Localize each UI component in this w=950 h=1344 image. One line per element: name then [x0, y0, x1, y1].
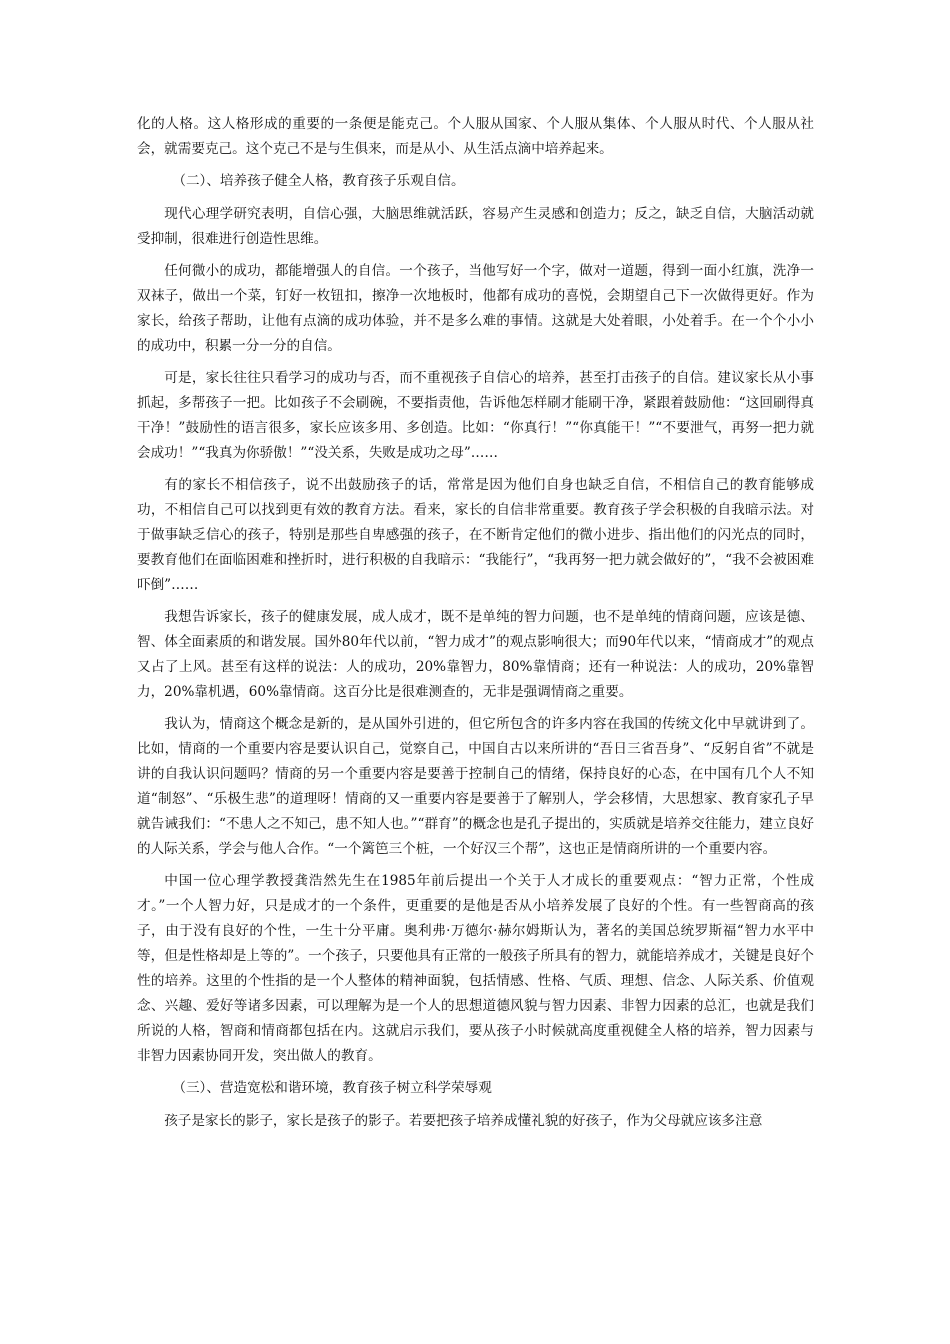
paragraph-continuation: 化的人格。这人格形成的重要的一条便是能克己。个人服从国家、个人服从集体、个人服从时代、个人服从社会，就需要克己。这个克己不是与生俱来，而是从小、从生活点滴中培养起来。: [137, 116, 814, 157]
paragraph-parent-shadow: 孩子是家长的影子，家长是孩子的影子。若要把孩子培养成懂礼貌的好孩子，作为父母就应该多注意: [164, 1113, 763, 1129]
section-heading-3: （三）、营造宽松和谐环境，教育孩子树立科学荣辱观: [172, 1080, 492, 1096]
paragraph-self-suggestion: 有的家长不相信孩子，说不出鼓励孩子的话，常常是因为他们自身也缺乏自信，不相信自己的教育能够成功，不相信自己可以找到更有效的教育方法。看来，家长的自信非常重要。教育孩子学会积极的自我暗示法。对于做事缺乏信心的孩子，特别是那些自卑感强的孩子，在不断肯定他们的微小进步、指出他们的闪光点的同时，要教育他们在面临困难和挫折时，进行积极的自我暗示：“我能行”，“我再努一把力就会做好的”，“我不会被困难吓倒”……: [137, 477, 814, 593]
paragraph-eq-tradition: 我认为，情商这个概念是新的，是从国外引进的，但它所包含的许多内容在我国的传统文化中早就讲到了。比如，情商的一个重要内容是要认识自己，觉察自己，中国自古以来所讲的“吾日三省吾身”、“反躬自省”不就是讲的自我认识问题吗？情商的另一个重要内容是要善于控制自己的情绪，保持良好的心态，在中国有几个人不知道“制怒”、“乐极生悲”的道理呀！情商的又一重要内容是要善于了解别人，学会移情，大思想家、教育家孔子早就告诫我们：“不患人之不知己，患不知人也。”“群育”的概念也是孔子提出的，实质就是培养交往能力，建立良好的人际关系，学会与他人合作。“一个篱笆三个桩，一个好汉三个帮”，这也正是情商所讲的一个重要内容。: [137, 716, 814, 857]
paragraph-psychology-research: 现代心理学研究表明，自信心强，大脑思维就活跃，容易产生灵感和创造力；反之，缺乏自信，大脑活动就受抑制，很难进行创造性思维。: [137, 206, 814, 247]
section-heading-2: （二）、培养孩子健全人格，教育孩子乐观自信。: [172, 173, 465, 189]
document-page: [137, 112, 814, 1141]
paragraph-encouragement: 可是，家长往往只看学习的成功与否，而不重视孩子自信心的培养，甚至打击孩子的自信。建议家长从小事抓起，多帮孩子一把。比如孩子不会刷碗，不要指责他，告诉他怎样刷才能刷干净，紧跟着鼓励他：“这回刷得真干净！”鼓励性的语言很多，家长应该多用、多创造。比如：“你真行！”“你真能干！”“不要泄气，再努一把力就会成功！”“我真为你骄傲！”“没关系，失败是成功之母”……: [137, 370, 814, 461]
paragraph-eq-iq: 我想告诉家长，孩子的健康发展，成人成才，既不是单纯的智力问题，也不是单纯的情商问题，应该是德、智、体全面素质的和谐发展。国外80年代以前，“智力成才”的观点影响很大；而90年代以来，“情商成才”的观点又占了上风。甚至有这样的说法：人的成功，20%靠智力，80%靠情商；还有一种说法：人的成功，20%靠智力，20%靠机遇，60%靠情商。这百分比是很难测查的，无非是强调情商之重要。: [137, 609, 814, 700]
paragraph-small-success: 任何微小的成功，都能增强人的自信。一个孩子，当他写好一个字，做对一道题，得到一面小红旗，洗净一双袜子，做出一个菜，钉好一枚钮扣，擦净一次地板时，他都有成功的喜悦，会期望自己下一次做得更好。作为家长，给孩子帮助，让他有点滴的成功体验，并不是多么难的事情。这就是大处着眼，小处着手。在一个个小小的成功中，积累一分一分的自信。: [137, 263, 814, 354]
paragraph-personality: 中国一位心理学教授龚浩然先生在1985年前后提出一个关于人才成长的重要观点：“智力正常，个性成才。”一个人智力好，只是成才的一个条件，更重要的是他是否从小培养发展了良好的个性。有一些智商高的孩子，由于没有良好的个性，一生十分平庸。奥利弗·万德尔·赫尔姆斯认为，著名的美国总统罗斯福“智力水平中等，但是性格却是上等的”。一个孩子，只要他具有正常的一般孩子所具有的智力，就能培养成才，关键是良好个性的培养。这里的个性指的是一个人整体的精神面貌，包括情感、性格、气质、理想、信念、人际关系、价值观念、兴趣、爱好等诸多因素，可以理解为是一个人的思想道德风貌与智力因素、非智力因素的总汇，也就是我们所说的人格，智商和情商都包括在内。这就启示我们，要从孩子小时候就高度重视健全人格的培养，智力因素与非智力因素协同开发，突出做人的教育。: [137, 873, 814, 1064]
